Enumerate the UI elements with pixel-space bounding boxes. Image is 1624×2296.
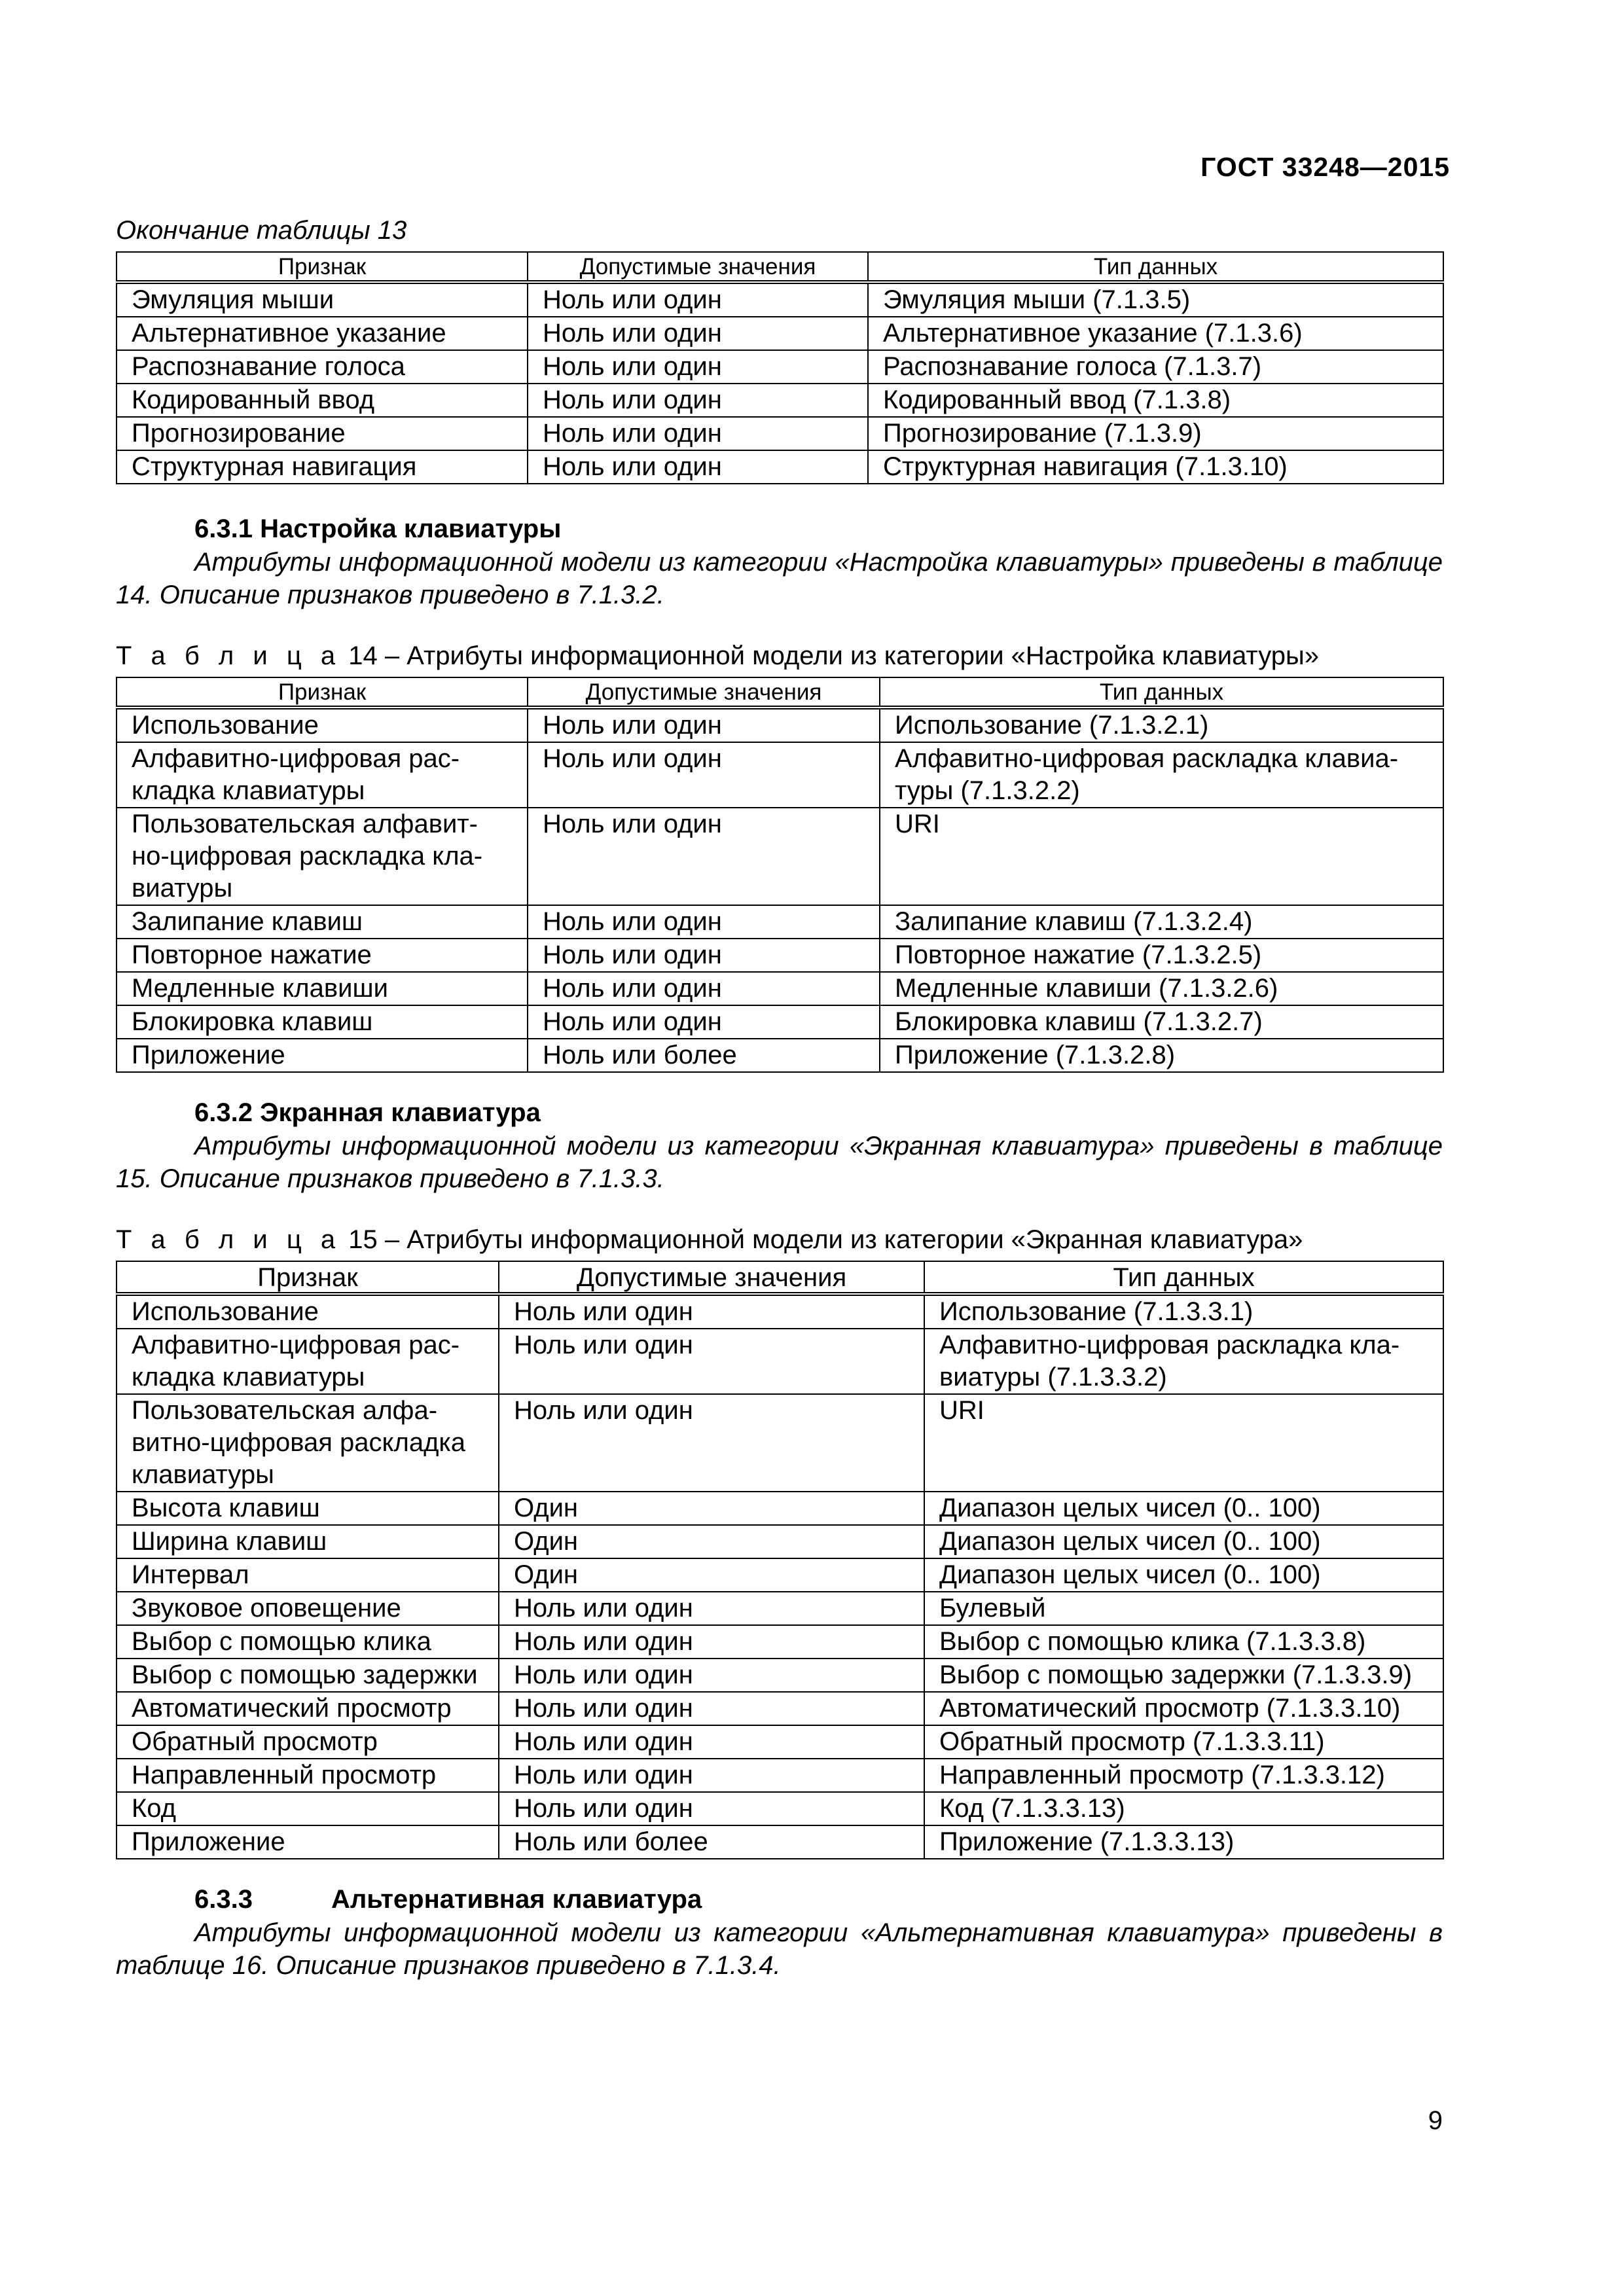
table-row — [117, 1492, 1443, 1525]
column-header: Допустимые значения — [528, 252, 868, 282]
table-cell: Алфавитно-цифровая рас-кладка клавиатуры — [117, 1329, 499, 1394]
table-cell: Структурная навигация (7.1.3.10) — [868, 450, 1443, 484]
table-cell: Ноль или один — [528, 1005, 880, 1039]
table-row — [117, 1558, 1443, 1592]
page-number: 9 — [1428, 2106, 1443, 2135]
table-header-row — [117, 1261, 1443, 1294]
table-row — [117, 808, 1443, 905]
table-cell: Код (7.1.3.3.13) — [924, 1792, 1443, 1825]
section-6-3-2-heading: 6.3.2 Экранная клавиатура — [194, 1098, 541, 1127]
table-caption-text: 14 – Атрибуты информационной модели из категории «Настройка клавиатуры» — [341, 641, 1319, 670]
table-cell: URI — [880, 808, 1443, 905]
column-header: Признак — [117, 1261, 499, 1294]
table-cell: Направленный просмотр — [117, 1759, 499, 1792]
section-6-3-1-heading: 6.3.1 Настройка клавиатуры — [194, 514, 562, 543]
table-cell: Залипание клавиш (7.1.3.2.4) — [880, 905, 1443, 939]
table-cell: Интервал — [117, 1558, 499, 1592]
table-cell: Обратный просмотр (7.1.3.3.11) — [924, 1725, 1443, 1759]
column-header: Тип данных — [880, 677, 1443, 708]
section-6-3-2-text: Атрибуты информационной модели из категории «Экранная клавиатура» приведены в таблице 15. Описание признаков приведено в 7.1.3.3. — [116, 1132, 1443, 1193]
table-cell: Кодированный ввод (7.1.3.8) — [868, 384, 1443, 417]
table-cell: Ноль или один — [499, 1592, 924, 1625]
table-row — [117, 1659, 1443, 1692]
table-row — [117, 350, 1443, 384]
table-row — [117, 1294, 1443, 1329]
table-row — [117, 1039, 1443, 1072]
table-cell: Приложение (7.1.3.3.13) — [924, 1825, 1443, 1859]
table-15 — [116, 1261, 1444, 1859]
table-cell: Блокировка клавиш — [117, 1005, 528, 1039]
table-cell: Приложение (7.1.3.2.8) — [880, 1039, 1443, 1072]
table-cell: Алфавитно-цифровая рас-кладка клавиатуры — [117, 742, 528, 808]
table-cell: Распознавание голоса — [117, 350, 528, 384]
table-cell: Направленный просмотр (7.1.3.3.12) — [924, 1759, 1443, 1792]
table-cell: Использование — [117, 1294, 499, 1329]
column-header: Тип данных — [868, 252, 1443, 282]
table-cell: Выбор с помощью клика (7.1.3.3.8) — [924, 1625, 1443, 1659]
table-cell: Автоматический просмотр (7.1.3.3.10) — [924, 1692, 1443, 1725]
section-6-3-1-text: Атрибуты информационной модели из категории «Настройка клавиатуры» приведены в таблице 14. Описание признаков приведено в 7.1.3.2. — [116, 548, 1443, 609]
section-6-3-3-text: Атрибуты информационной модели из категории «Альтернативная клавиатура» приведены в таблице 16. Описание признаков приведено в 7.1.3.4. — [116, 1918, 1443, 1980]
table-cell: Структурная навигация — [117, 450, 528, 484]
table-cell: Ноль или один — [499, 1659, 924, 1692]
table-cell: Диапазон целых чисел (0.. 100) — [924, 1492, 1443, 1525]
column-header: Допустимые значения — [528, 677, 880, 708]
table-header-row — [117, 677, 1443, 708]
table-cell: Блокировка клавиш (7.1.3.2.7) — [880, 1005, 1443, 1039]
table-14-caption — [116, 641, 1319, 671]
column-header: Признак — [117, 252, 528, 282]
table-cell: Ширина клавиш — [117, 1525, 499, 1558]
section-6-3-3-heading — [194, 1885, 702, 1914]
table-cell: Эмуляция мыши (7.1.3.5) — [868, 282, 1443, 317]
table-cell: Алфавитно-цифровая раскладка клавиа-туры (7.1.3.2.2) — [880, 742, 1443, 808]
table-cell: Обратный просмотр — [117, 1725, 499, 1759]
table-cell: Медленные клавиши (7.1.3.2.6) — [880, 972, 1443, 1005]
table-cell: Залипание клавиш — [117, 905, 528, 939]
table-row — [117, 317, 1443, 350]
table-row — [117, 742, 1443, 808]
section-title: Альтернативная клавиатура — [331, 1885, 702, 1914]
table-cell: Прогнозирование — [117, 417, 528, 450]
table-cell: Один — [499, 1492, 924, 1525]
table-label: Т а б л и ц а — [116, 1225, 342, 1254]
table-cell: Ноль или один — [528, 450, 868, 484]
table-row — [117, 1005, 1443, 1039]
table-cell: Один — [499, 1525, 924, 1558]
table-cell: Ноль или один — [499, 1692, 924, 1725]
table-header-row — [117, 252, 1443, 282]
table-cell: Ноль или один — [499, 1725, 924, 1759]
table-row — [117, 1525, 1443, 1558]
table-cell: Распознавание голоса (7.1.3.7) — [868, 350, 1443, 384]
table-cell: Приложение — [117, 1825, 499, 1859]
table-row — [117, 1825, 1443, 1859]
table-cell: Ноль или один — [528, 282, 868, 317]
table-row — [117, 1592, 1443, 1625]
table-cell: Эмуляция мыши — [117, 282, 528, 317]
table-cell: Высота клавиш — [117, 1492, 499, 1525]
section-number: 6.3.3 — [194, 1885, 253, 1914]
table-cell: Ноль или один — [499, 1792, 924, 1825]
table-cell: Диапазон целых чисел (0.. 100) — [924, 1558, 1443, 1592]
table-cell: Пользовательская алфа-витно-цифровая раскладка клавиатуры — [117, 1394, 499, 1492]
table-cell: Булевый — [924, 1592, 1443, 1625]
table-cell: Код — [117, 1792, 499, 1825]
table-row — [117, 450, 1443, 484]
table-14 — [116, 677, 1444, 1073]
table-caption-text: 15 – Атрибуты информационной модели из категории «Экранная клавиатура» — [341, 1225, 1303, 1254]
table-row — [117, 1759, 1443, 1792]
table-row — [117, 282, 1443, 317]
table-row — [117, 1792, 1443, 1825]
table-row — [117, 1329, 1443, 1394]
table-row — [117, 939, 1443, 972]
table-cell: Альтернативное указание — [117, 317, 528, 350]
table-cell: Ноль или один — [528, 905, 880, 939]
table-cell: Ноль или один — [499, 1394, 924, 1492]
table-cell: Использование (7.1.3.2.1) — [880, 708, 1443, 742]
table-cell: Ноль или один — [528, 742, 880, 808]
table-row — [117, 708, 1443, 742]
table-cell: Ноль или один — [528, 350, 868, 384]
table-13 — [116, 251, 1444, 484]
table-cell: Ноль или один — [528, 939, 880, 972]
table-cell: Пользовательская алфавит-но-цифровая раскладка кла-виатуры — [117, 808, 528, 905]
table-cell: Ноль или один — [528, 708, 880, 742]
table-cell: Медленные клавиши — [117, 972, 528, 1005]
table-cell: Прогнозирование (7.1.3.9) — [868, 417, 1443, 450]
table-row — [117, 905, 1443, 939]
document-id: ГОСТ 33248—2015 — [1200, 152, 1450, 182]
table-cell: Ноль или один — [499, 1329, 924, 1394]
column-header: Допустимые значения — [499, 1261, 924, 1294]
table-cell: Звуковое оповещение — [117, 1592, 499, 1625]
table-13-continuation-caption: Окончание таблицы 13 — [116, 216, 407, 245]
table-cell: Альтернативное указание (7.1.3.6) — [868, 317, 1443, 350]
table-cell: Ноль или один — [528, 808, 880, 905]
table-cell: Выбор с помощью задержки (7.1.3.3.9) — [924, 1659, 1443, 1692]
column-header: Тип данных — [924, 1261, 1443, 1294]
table-cell: Приложение — [117, 1039, 528, 1072]
table-cell: Повторное нажатие — [117, 939, 528, 972]
table-cell: URI — [924, 1394, 1443, 1492]
table-15-caption — [116, 1225, 1303, 1255]
table-cell: Ноль или один — [528, 317, 868, 350]
column-header: Признак — [117, 677, 528, 708]
table-cell: Ноль или один — [499, 1625, 924, 1659]
table-cell: Использование — [117, 708, 528, 742]
table-row — [117, 384, 1443, 417]
table-cell: Автоматический просмотр — [117, 1692, 499, 1725]
table-cell: Ноль или один — [528, 417, 868, 450]
table-row — [117, 1625, 1443, 1659]
table-cell: Ноль или один — [528, 384, 868, 417]
table-cell: Кодированный ввод — [117, 384, 528, 417]
table-row — [117, 1394, 1443, 1492]
table-cell: Диапазон целых чисел (0.. 100) — [924, 1525, 1443, 1558]
table-cell: Использование (7.1.3.3.1) — [924, 1294, 1443, 1329]
table-cell: Ноль или один — [499, 1759, 924, 1792]
table-row — [117, 1725, 1443, 1759]
table-label: Т а б л и ц а — [116, 641, 342, 670]
table-cell: Ноль или более — [499, 1825, 924, 1859]
table-cell: Ноль или более — [528, 1039, 880, 1072]
table-cell: Один — [499, 1558, 924, 1592]
table-cell: Ноль или один — [499, 1294, 924, 1329]
table-cell: Алфавитно-цифровая раскладка кла-виатуры (7.1.3.3.2) — [924, 1329, 1443, 1394]
table-cell: Выбор с помощью клика — [117, 1625, 499, 1659]
table-cell: Повторное нажатие (7.1.3.2.5) — [880, 939, 1443, 972]
table-row — [117, 417, 1443, 450]
table-cell: Выбор с помощью задержки — [117, 1659, 499, 1692]
table-cell: Ноль или один — [528, 972, 880, 1005]
table-row — [117, 972, 1443, 1005]
table-row — [117, 1692, 1443, 1725]
